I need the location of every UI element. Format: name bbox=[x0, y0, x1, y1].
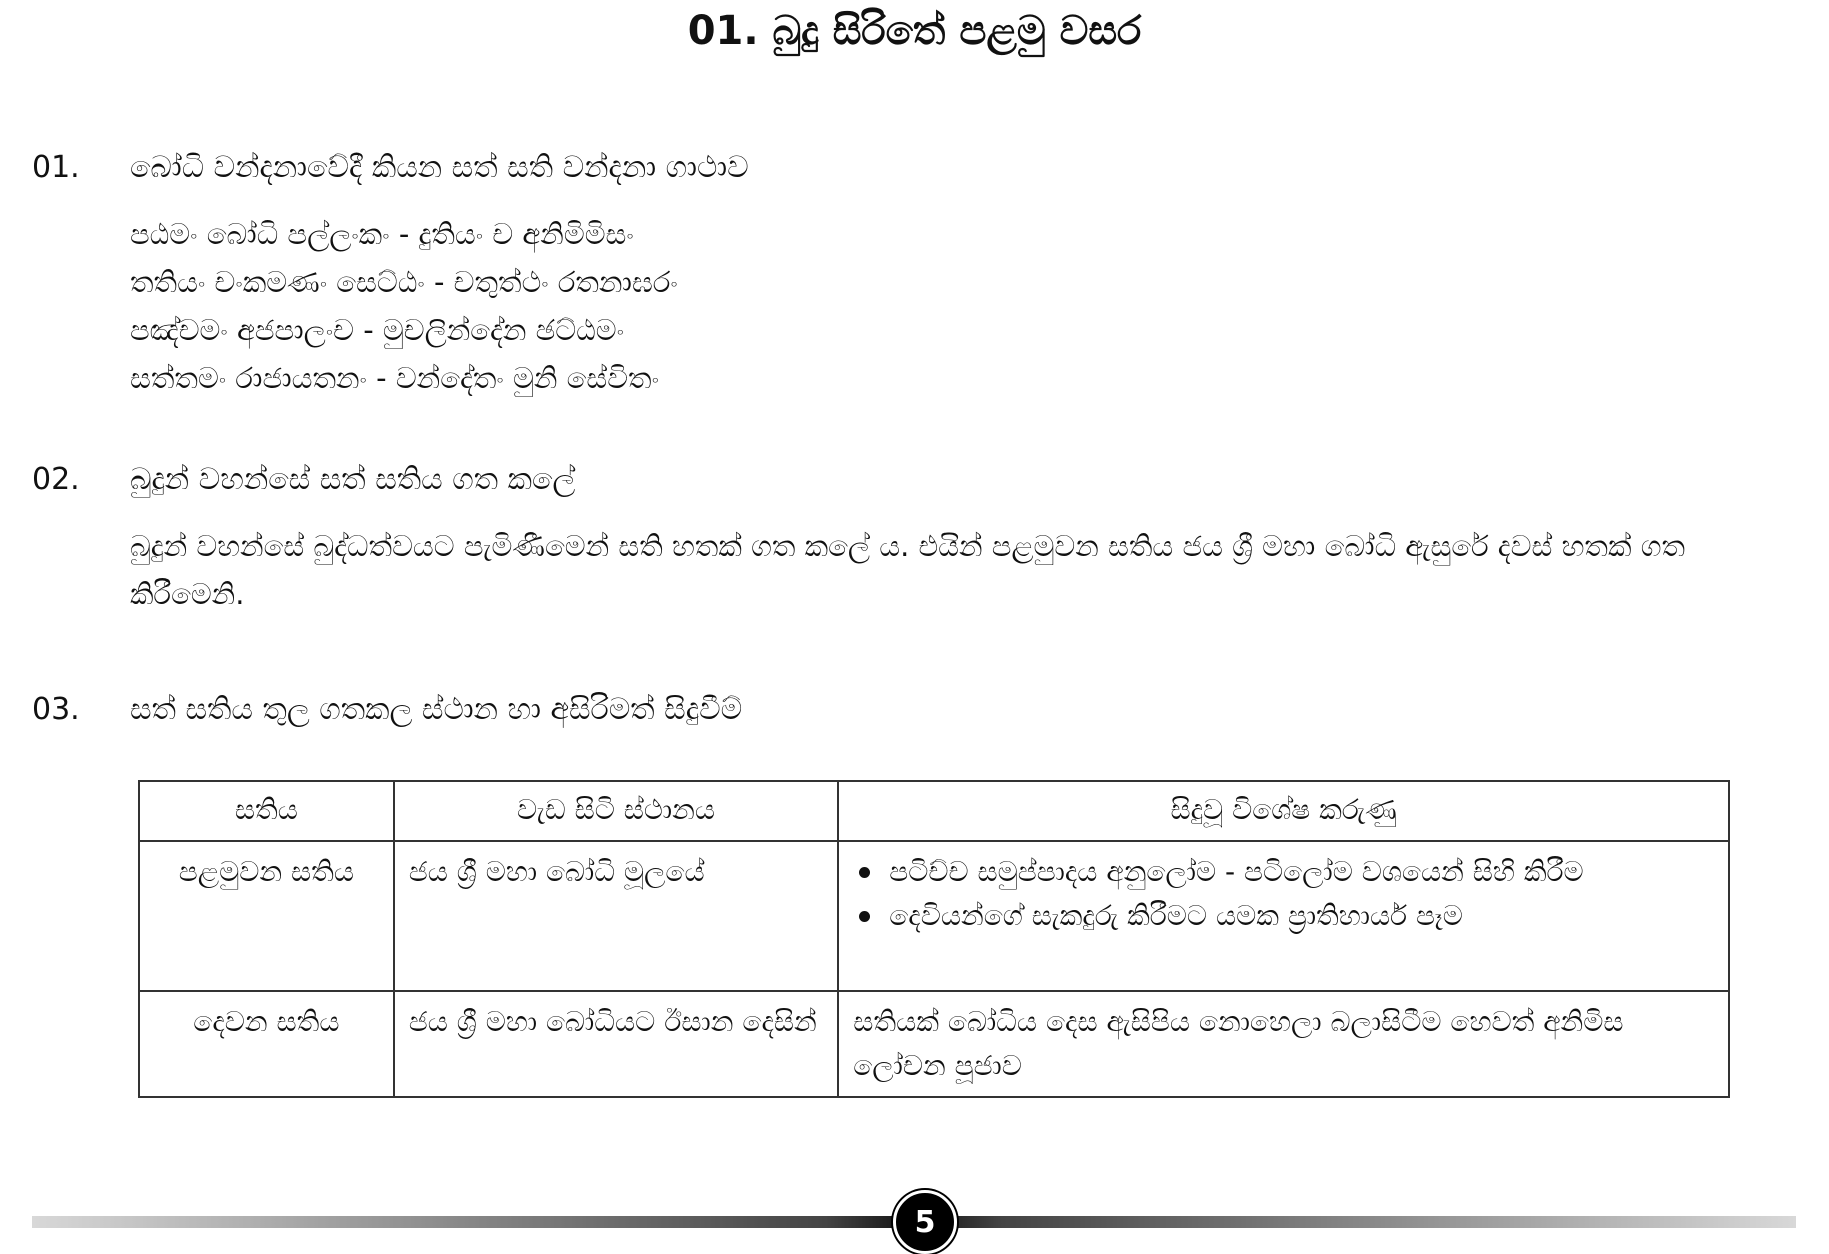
section-title: බෝධි වන්දනාවේදී කියන සත් සති වන්දනා ගාථාව bbox=[130, 150, 749, 185]
column-header-place: වැඩ සිටි ස්ථානය bbox=[394, 781, 838, 841]
table-row bbox=[139, 991, 1729, 1097]
verse-line: තතියං චංකමණං සෙට්ඨං - චතුත්ථං රතනාඝරං bbox=[130, 265, 678, 299]
section-number: 01. bbox=[32, 150, 80, 185]
section-2-paragraph: බුදුන් වහන්සේ බුද්ධත්වයට පැමිණීමෙන් සති හතක් ගත කලේ ය. එයින් පළමුවන සතිය ජය ශ්‍රී මහා බෝධි ඇසුරේ දවස් හතක් ගත කිරීමෙනි. bbox=[130, 529, 1686, 611]
column-header-events: සිදුවූ විශේෂ කරුණු bbox=[838, 781, 1729, 841]
page-title: 01. බුදු සිරිතේ පළමු වසර bbox=[687, 8, 1142, 54]
section-number: 03. bbox=[32, 692, 80, 727]
events-cell: සතියක් බෝධිය දෙස ඇසිපිය නොහෙලා බලාසිටීම හෙවත් අනිමිස ලෝචන පූජාව bbox=[838, 991, 1729, 1097]
verse-line: සත්තමං රාජායතනං - වන්දේතං මුනි සේවිතං bbox=[130, 361, 659, 395]
section-2-heading bbox=[32, 462, 575, 497]
section-3-heading bbox=[32, 692, 742, 727]
list-item: පටිච්ච සමුප්පාදය අනුලෝම - පටිලෝම වශයෙන් සිහි කිරීම bbox=[853, 850, 1714, 894]
section-title: සත් සතිය තුල ගතකල ස්ථාන හා අසිරිමත් සිදුවීම් bbox=[130, 692, 743, 727]
section-number: 02. bbox=[32, 462, 80, 497]
gatha-verses bbox=[130, 210, 678, 402]
week-cell: පළමුවන සතිය bbox=[139, 841, 394, 991]
section-1-heading bbox=[32, 150, 749, 185]
place-cell: ජය ශ්‍රී මහා බෝධි මූලයේ bbox=[394, 841, 838, 991]
list-item: දෙවියන්ගේ සැකදුරු කිරීමට යමක ප්‍රාතිහාර්ය පෑම bbox=[853, 894, 1714, 938]
events-cell bbox=[838, 841, 1729, 991]
column-header-week: සතිය bbox=[139, 781, 394, 841]
week-cell: දෙවන සතිය bbox=[139, 991, 394, 1097]
table-header-row bbox=[139, 781, 1729, 841]
page-number-badge: 5 bbox=[893, 1190, 957, 1254]
verse-line: පඨමං බෝධි පල්ලංකං - දුතියං ච අනිමිමිසං bbox=[130, 217, 634, 251]
table-row bbox=[139, 841, 1729, 991]
events-list bbox=[853, 850, 1714, 938]
place-cell: ජය ශ්‍රී මහා බෝධියට ඊසාන දෙසින් bbox=[394, 991, 838, 1097]
verse-line: පඤ්චමං අජපාලංච - මුචලින්දේන ඡට්ඨමං bbox=[130, 313, 624, 347]
seven-weeks-table bbox=[138, 780, 1730, 1098]
section-title: බුදුන් වහන්සේ සත් සතිය ගත කලේ bbox=[130, 462, 576, 497]
